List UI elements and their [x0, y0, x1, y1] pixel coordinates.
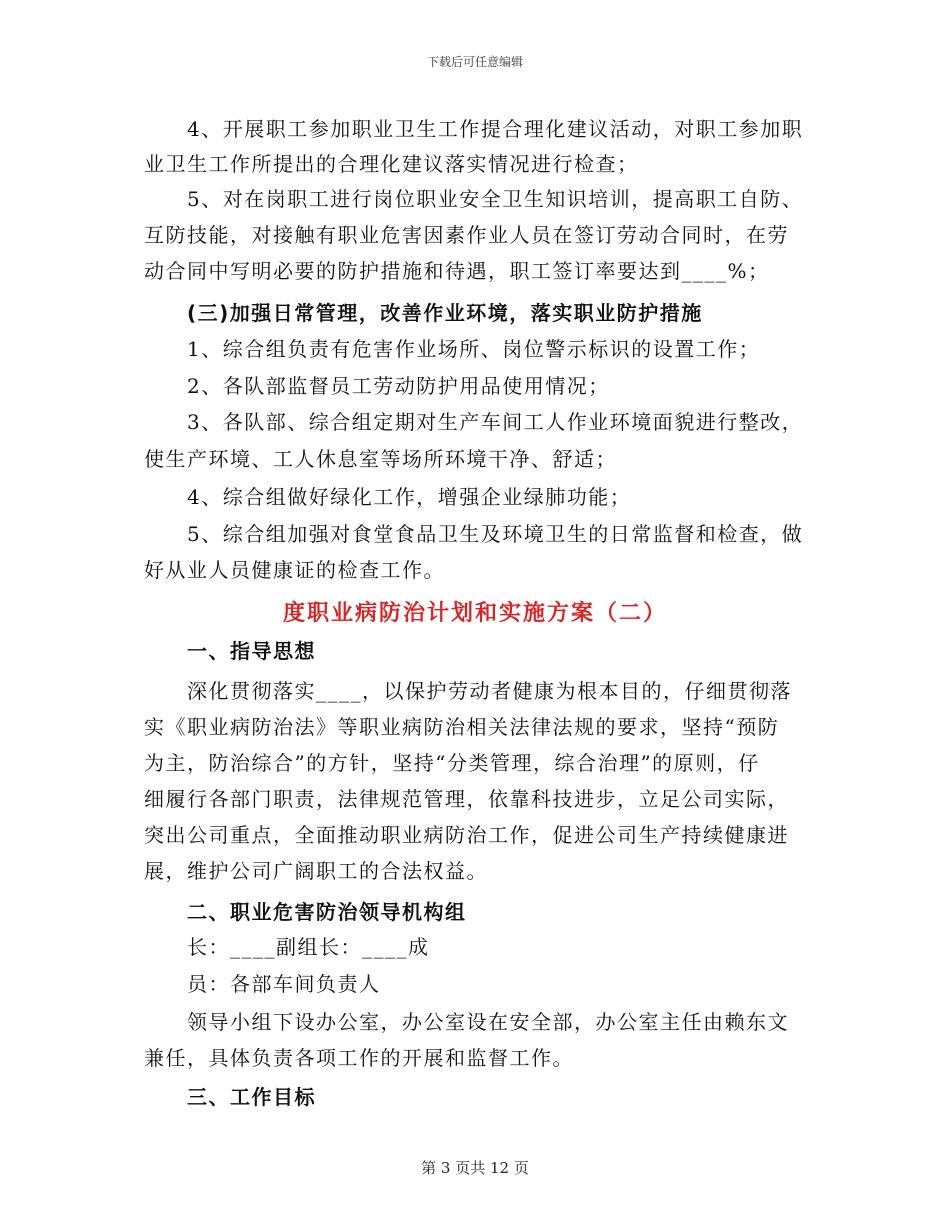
paragraph-line: 1、综合组负责有危害作业场所、岗位警示标识的设置工作； — [187, 337, 761, 361]
paragraph-line: 为主，防治综合”的方针，坚持“分类管理，综合治理”的原则，仔 — [144, 751, 760, 775]
paragraph-line: 动合同中写明必要的防护措施和待遇，职工签订率要达到____%； — [144, 259, 770, 283]
paragraph-line: 3、各队部、综合组定期对生产车间工人作业环境面貌进行整改， — [187, 410, 804, 434]
section-heading: (三)加强日常管理，改善作业环境，落实职业防护措施 — [187, 301, 703, 325]
paragraph-line: 使生产环境、工人休息室等场所环境干净、舒适； — [144, 447, 617, 471]
paragraph-line: 4、开展职工参加职业卫生工作提合理化建议活动，对职工参加职 — [187, 117, 804, 141]
paragraph-line: 好从业人员健康证的检查工作。 — [144, 558, 445, 582]
section-heading: 三、工作目标 — [187, 1085, 316, 1109]
paragraph-line: 5、综合组加强对食堂食品卫生及环境卫生的日常监督和检查，做 — [187, 522, 804, 546]
paragraph-line: 业卫生工作所提出的合理化建议落实情况进行检查； — [144, 152, 639, 176]
paragraph-line: 深化贯彻落实____，以保护劳动者健康为根本目的，仔细贯彻落 — [187, 679, 792, 703]
paragraph-line: 员：各部车间负责人 — [187, 972, 381, 996]
paragraph-line: 领导小组下设办公室，办公室设在安全部，办公室主任由赖东文 — [187, 1010, 789, 1034]
section-heading: 一、指导思想 — [187, 639, 316, 663]
paragraph-line: 2、各队部监督员工劳动防护用品使用情况； — [187, 374, 610, 398]
paragraph-line: 细履行各部门职责，法律规范管理，依靠科技进步，立足公司实际， — [144, 787, 789, 811]
paragraph-line: 互防技能，对接触有职业危害因素作业人员在签订劳动合同时，在劳 — [144, 223, 789, 247]
paragraph-line: 突出公司重点，全面推动职业病防治工作，促进公司生产持续健康进 — [144, 823, 789, 847]
section-heading: 二、职业危害防治领导机构组 — [187, 900, 467, 924]
paragraph-line: 兼任，具体负责各项工作的开展和监督工作。 — [144, 1046, 574, 1070]
document-title: 度职业病防治计划和实施方案（二） — [282, 601, 667, 626]
paragraph-line: 5、对在岗职工进行岗位职业安全卫生知识培训，提高职工自防、 — [187, 187, 804, 211]
paragraph-line: 4、综合组做好绿化工作，增强企业绿肺功能； — [187, 485, 632, 509]
paragraph-line: 实《职业病防治法》等职业病防治相关法律法规的要求，坚持“预防 — [144, 715, 780, 739]
page-footer: 第 3 页共 12 页 — [421, 1159, 529, 1177]
paragraph-line: 长：____副组长：____成 — [187, 935, 430, 959]
paragraph-line: 展，维护公司广阔职工的合法权益。 — [144, 859, 488, 883]
page-header: 下载后可任意编辑 — [426, 55, 523, 69]
